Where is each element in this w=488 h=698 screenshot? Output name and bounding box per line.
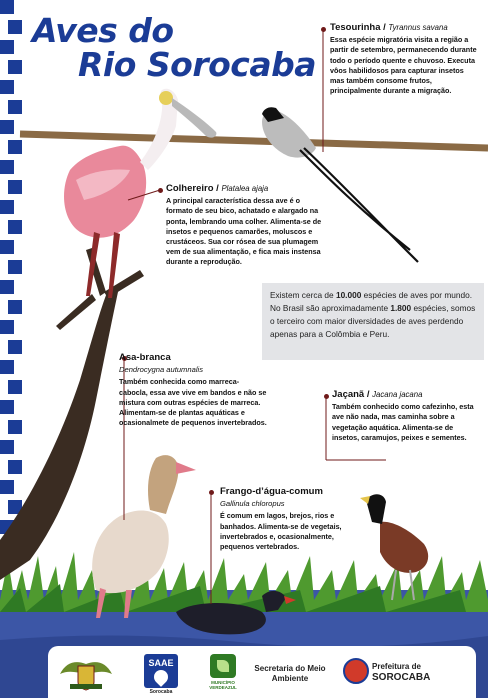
tesourinha-scientific-name: Tyrannus savana: [388, 23, 448, 32]
colhereiro-scientific-name: Platalea ajaja: [221, 184, 269, 193]
asa-branca-description: Também conhecida como marreca-cabocla, essa ave vive em bandos e não se mistura com outras espécies de marreca. Alimentam-se de plantas aquáticas e ocasionalmete de pequenos invertebrados.: [119, 377, 267, 428]
saae-drop-icon: [151, 667, 171, 687]
frango-info: [220, 487, 366, 552]
leaf-icon: [217, 660, 229, 672]
fact-number-1: 10.000: [335, 290, 362, 300]
coat-of-arms-logo: [56, 654, 116, 692]
frango-scientific-name: Gallinula chloropus: [220, 499, 285, 509]
frango-heading: [220, 487, 366, 497]
fact-text-2: espécies de aves por mundo. No Brasil são aproximadamente: [270, 290, 473, 313]
asa-branca-heading: [119, 353, 267, 363]
prefeitura-seal-icon: [343, 658, 369, 684]
municipio-verdeazul-logo: [210, 654, 236, 678]
colhereiro-heading: Colhereiro / Platalea ajaja: [166, 183, 269, 194]
jacana-name: Jaçanã: [332, 389, 365, 400]
asa-branca-name: Asa-branca: [119, 352, 171, 363]
fact-box: [262, 283, 484, 360]
colhereiro-name: Colhereiro: [166, 183, 214, 194]
fact-number-2: 1.800: [390, 303, 412, 313]
saae-logo-text: SAAE: [148, 658, 174, 668]
tesourinha-info: [330, 23, 480, 96]
jacana-heading: Jaçanã / Jacana jacana: [332, 389, 423, 400]
title-line-1: Aves do: [32, 11, 174, 50]
fact-text-3: espécies, somos o terceiro com maior diversidades de aves perdendo apenas para a Colômbia e Peru.: [270, 303, 476, 339]
colhereiro-info: [166, 184, 324, 268]
jacana-dot: [324, 394, 329, 399]
tesourinha-heading: Tesourinha / Tyrannus savana: [330, 22, 448, 33]
frango-description: É comum em lagos, brejos, rios e banhados. Alimenta-se de vegetais, invertebrados e, ocasionalmente, pequenos vertebrados.: [220, 511, 342, 552]
colhereiro-dot: [158, 188, 163, 193]
tesourinha-name: Tesourinha: [330, 22, 381, 33]
sorocaba-label: SOROCABA: [372, 672, 431, 683]
title-line-2: Rio Sorocaba: [78, 45, 316, 84]
municipio-verdeazul-text: MUNICÍPIO VERDEAZUL: [209, 680, 237, 690]
saae-logo: [144, 654, 178, 688]
saae-subtitle: Sorocaba: [149, 689, 173, 695]
asa-branca-info: [119, 353, 267, 428]
fact-text-1: Existem cerca de: [270, 290, 336, 300]
frango-name: Frango-d’água-comum: [220, 486, 323, 497]
tesourinha-dot: [321, 27, 326, 32]
frango-dot: [209, 490, 214, 495]
prefeitura-label: Prefeitura de: [372, 662, 421, 671]
tesourinha-description: Essa espécie migratória visita a região a partir de setembro, permanecendo durante todo o período quente e chuvoso. Executa vôos habilidosos para capturar insetos mas também consome frutos, principalmente durante a migração.: [330, 35, 477, 96]
secretaria-text: Secretaria do Meio Ambiente: [254, 664, 326, 683]
jacana-scientific-name: Jacana jacana: [372, 390, 423, 399]
colhereiro-callout-line: [128, 190, 160, 200]
asa-branca-scientific-name: Dendrocygna autumnalis: [119, 365, 204, 375]
jacana-info: [332, 390, 478, 443]
jacana-description: Também conhecido como cafezinho, esta ave não nada, mas caminha sobre a vegetação aquática. Alimenta-se de insetos, caramujos, peixes e sementes.: [332, 402, 474, 442]
colhereiro-description: A principal característica dessa ave é o formato de seu bico, achatado e alargado na ponta, lembrando uma colher. Alimenta-se de insetos e pequenos camarões, moluscos e crustáceos. Sua cor rósea de sua plumagem vem de sua alimentação, e fica mais instensa durante a reprodução.: [166, 196, 322, 267]
